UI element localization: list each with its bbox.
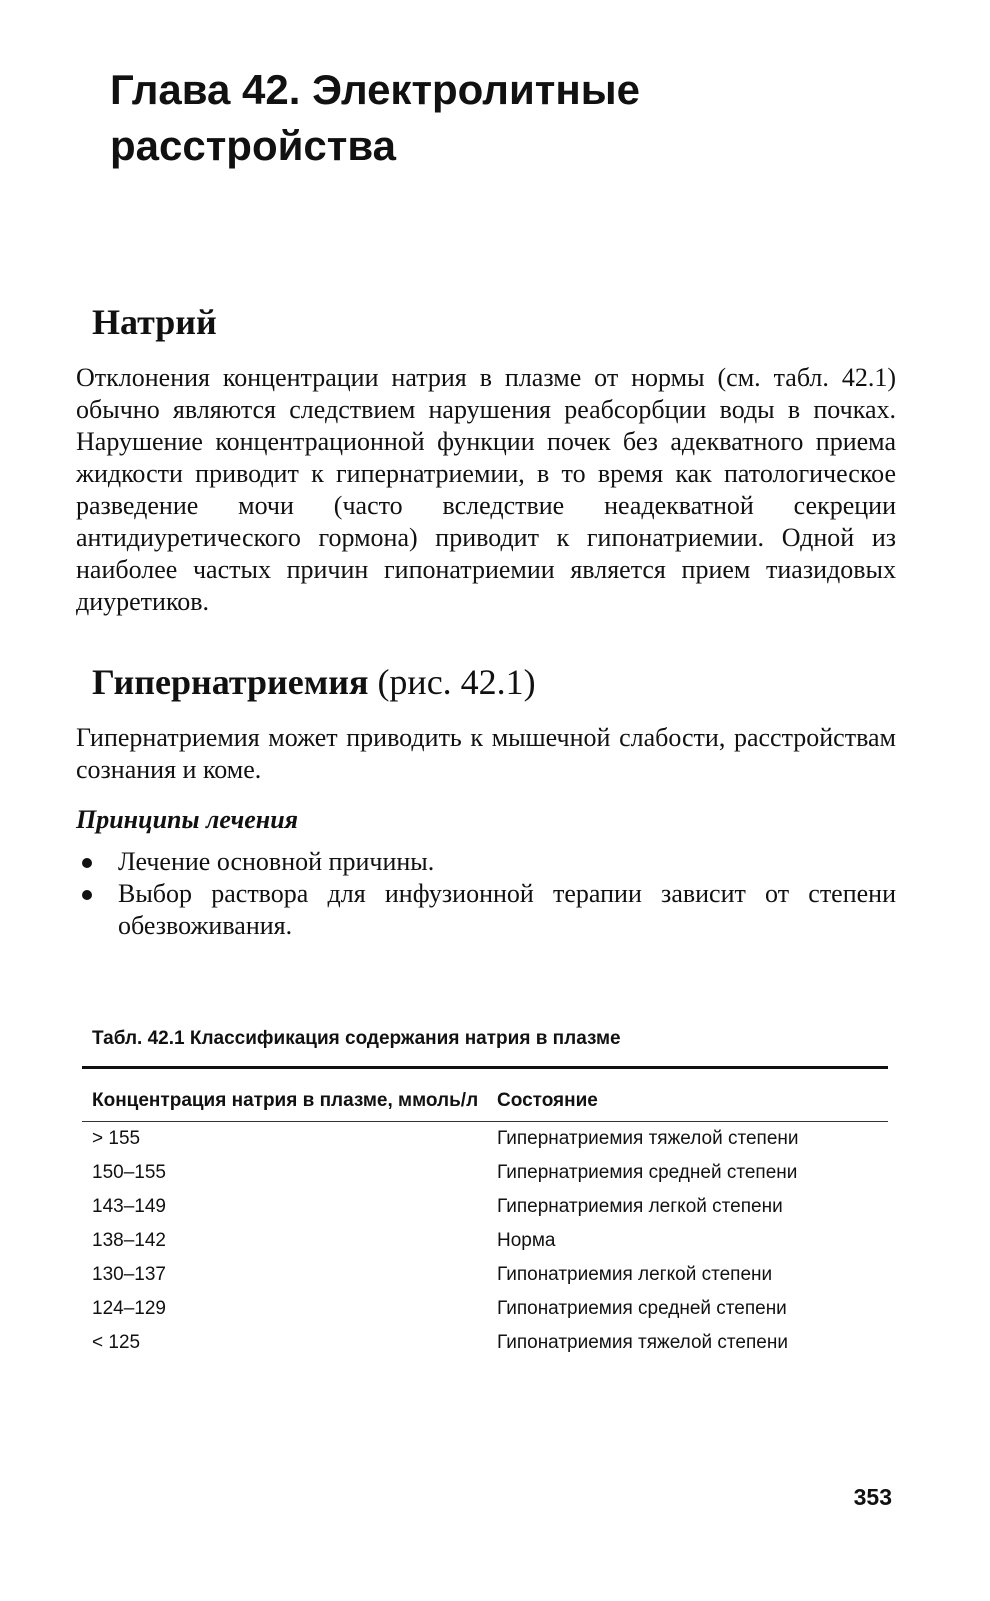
table-cell-condition: Гипернатриемия тяжелой степени bbox=[497, 1128, 799, 1149]
table-header-row bbox=[82, 1069, 888, 1121]
treatment-principles-list bbox=[76, 846, 896, 942]
table-row bbox=[82, 1122, 888, 1156]
chapter-title-line1: Глава 42. Электролитные bbox=[110, 66, 640, 113]
list-item bbox=[76, 878, 896, 942]
chapter-title bbox=[110, 62, 890, 174]
table-cell-condition: Гипернатриемия средней степени bbox=[497, 1162, 798, 1183]
table-row bbox=[82, 1292, 888, 1326]
figure-reference: (рис. 42.1) bbox=[377, 662, 536, 702]
section-heading-hypernatremia bbox=[92, 660, 536, 704]
table-cell-condition: Гипонатриемия легкой степени bbox=[497, 1264, 773, 1285]
hypernatremia-heading-text: Гипернатриемия bbox=[92, 662, 369, 702]
chapter-title-line2: расстройства bbox=[110, 122, 396, 169]
table-cell-condition: Гипернатриемия легкой степени bbox=[497, 1196, 783, 1217]
hypernatremia-paragraph: Гипернатриемия может приводить к мышечной слабости, расстройствам сознания и коме. bbox=[76, 723, 896, 784]
list-item-text: Лечение основной причины. bbox=[118, 847, 435, 876]
table-cell-condition: Гипонатриемия тяжелой степени bbox=[497, 1332, 788, 1353]
table-cell-condition: Гипонатриемия средней степени bbox=[497, 1298, 787, 1319]
treatment-principles-subheading: Принципы лечения bbox=[76, 805, 299, 834]
table-cell-concentration: < 125 bbox=[92, 1332, 141, 1353]
sodium-paragraph: Отклонения концентрации натрия в плазме от нормы (см. табл. 42.1) обычно являются следствием нарушения реабсорбции воды в почках. Нарушение концентрационной функции почек без адекватного приема жидкости приводит к гипернатриемии, в то время как патологическое разведение мочи (часто вследствие неадекватной секреции антидиуретического гормона) приводит к гипонатриемии. Одной из наиболее частых причин гипонатриемии является прием тиазидовых диуретиков. bbox=[76, 363, 896, 616]
table-cell-concentration: 143–149 bbox=[92, 1196, 166, 1217]
list-item-text: Выбор раствора для инфузионной терапии зависит от степени обезвоживания. bbox=[118, 879, 896, 940]
table-row bbox=[82, 1224, 888, 1258]
table-cell-concentration: 130–137 bbox=[92, 1264, 166, 1285]
column-header-condition: Состояние bbox=[497, 1090, 598, 1111]
table-grid bbox=[82, 1069, 888, 1360]
table-cell-concentration: 124–129 bbox=[92, 1298, 166, 1319]
section-heading-sodium: Натрий bbox=[92, 302, 217, 342]
table-row bbox=[82, 1156, 888, 1190]
bullet-icon bbox=[82, 890, 92, 900]
table-cell-concentration: 138–142 bbox=[92, 1230, 166, 1251]
list-item bbox=[76, 846, 896, 878]
column-header-concentration: Концентрация натрия в плазме, ммоль/л bbox=[92, 1090, 479, 1111]
table-row bbox=[82, 1326, 888, 1360]
table-caption: Табл. 42.1 Классификация содержания натрия в плазме bbox=[92, 1028, 621, 1049]
table-row bbox=[82, 1258, 888, 1292]
table-cell-concentration: 150–155 bbox=[92, 1162, 166, 1183]
table-cell-condition: Норма bbox=[497, 1230, 556, 1251]
table-row bbox=[82, 1190, 888, 1224]
table-cell-concentration: > 155 bbox=[92, 1128, 141, 1149]
page-number: 353 bbox=[853, 1484, 892, 1510]
bullet-icon bbox=[82, 858, 92, 868]
sodium-classification-table bbox=[82, 1066, 888, 1360]
